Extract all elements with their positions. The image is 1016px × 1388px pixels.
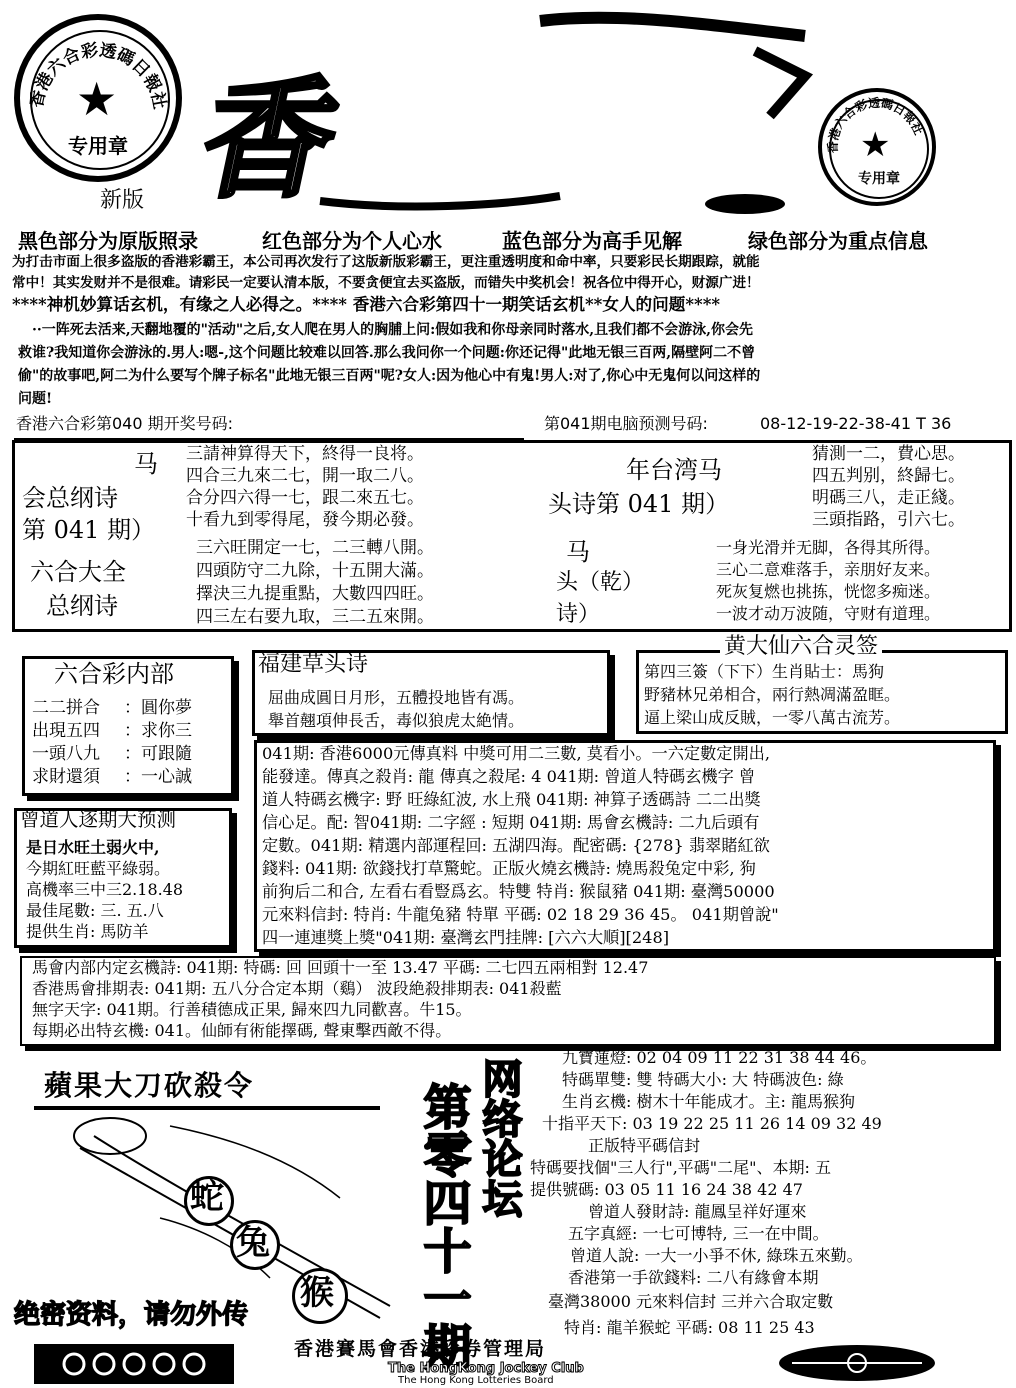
legend-green: 绿色部分为重点信息 (748, 229, 928, 253)
lh-line-1: 三六旺開定一七，二三轉八開。 (196, 538, 434, 558)
lh-line-3: 擇決三九提重點，大數四四旺。 (196, 584, 434, 604)
hz-line-1: 三請神算得天下，終得一良将。 (186, 444, 424, 464)
huang-line-3: 逼上梁山成反賊，一零八萬古流芳。 (644, 708, 901, 727)
seal-right-star-icon: ★ (860, 125, 891, 165)
joke-line-1: ··一阵死去活来,天翻地覆的"活动"之后,女人爬在男人的胸脯上问:假如我和你母亲同时落水,且我们都不会游泳,你会先 (32, 322, 753, 338)
lh-title-2: 总纲诗 (46, 592, 118, 620)
forum-vertical: 网络论坛 (476, 1058, 523, 1218)
main-line-5: 定數。041期: 精選内部運程回: 五湖四海。配密碼: {278} 翡翠賭紅欲 (262, 836, 770, 855)
zeng-line-2: 今期紅旺藍平綠弱。 (26, 859, 171, 878)
mt-title-1: 马 (566, 538, 590, 566)
lh-title-1: 六合大全 (30, 558, 126, 586)
tw-line-2: 四五判别，終歸七。 (812, 466, 965, 486)
zodiac-1: 蛇 (190, 1177, 224, 1217)
huang-line-2: 野豬林兄弟相合，兩行熱凋滿盈眶。 (644, 685, 901, 704)
main-line-9: 四一連連獎上獎"041期: 臺灣玄門挂牌: [六六大順][248] (262, 928, 670, 947)
banner: ****神机妙算话玄机，有缘之人必得之。**** 香港六合彩第四十一期笑话玄机**女人的问题**** (12, 294, 721, 314)
masthead-glyph: 香 (188, 63, 352, 216)
tw-line-4: 三頭指路，引六七。 (812, 510, 965, 530)
seal-right (818, 88, 936, 206)
apple-title: 蘋果大刀砍殺令 (44, 1069, 255, 1102)
huang-title: 黄大仙六合灵签 (720, 636, 882, 658)
notice-line-1: 为打击市面上很多盗版的香港彩霸王，本公司再次发行了这版新版彩霸王，更注重透明度和命中率，只要彩民长期跟踪，就能 (12, 254, 760, 270)
inner-row-2a: 出現五四 (32, 721, 100, 741)
main-line-1: 041期: 香港6000元傳真料 中獎可用二三數, 莫看小。一六定數定開出, (262, 744, 770, 763)
lh-line-2: 四頭防守二九除，十五開大滿。 (196, 561, 434, 581)
masthead-swoosh (300, 6, 820, 216)
inner-row-1b: ：圓你夢 (124, 698, 192, 718)
mt-line-2: 三心二意难落手，亲朋好友来。 (716, 560, 941, 579)
inner-row-3b: ：可跟隨 (124, 744, 192, 764)
fujian-line-1: 屈曲成圓日月形，五體投地皆有馮。 (268, 688, 525, 707)
zodiac-3: 猴 (300, 1273, 334, 1313)
seal-left (14, 14, 182, 182)
forum-line-13: 特肖: 龍羊猴蛇 平碼: 08 11 25 43 (564, 1318, 815, 1337)
footer-logo-left (34, 1344, 234, 1384)
predict-label: 第041期电脑预测号码: (544, 414, 708, 433)
hz-line-4: 十看九到零得尾，發今期必發。 (186, 510, 424, 530)
tw-title-1: 年台湾马 (626, 456, 722, 484)
seal-left-label: 专用章 (68, 134, 128, 158)
forum-line-4: 十指平天下: 03 19 22 25 11 26 14 09 32 49 (542, 1114, 882, 1133)
hz-title-3: 第 041 期） (22, 516, 156, 544)
zeng-line-1: 是日水旺土弱火中, (26, 838, 160, 857)
hz-title-2: 会总纲诗 (22, 484, 118, 512)
joke-line-4: 问题! (18, 391, 53, 407)
inner-row-4a: 求財還須 (32, 767, 100, 787)
forum-line-12: 臺灣38000 元來料信封 三并六合取定數 (548, 1292, 834, 1311)
zeng-title: 曾道人逐期大预测 (20, 808, 177, 831)
mahui-line-3: 無字天字: 041期。行善積德成正果, 歸來四九同歡喜。牛15。 (32, 1000, 472, 1019)
joke-line-2: 救谁?我知道你会游泳的.男人:嗯-,这个问题比较难以回答.那么我问你一个问题:你还记得"此地无银三百两,隔壁阿二不曾 (18, 345, 756, 361)
mahui-line-1: 馬會内部内定玄機詩: 041期: 特碼: 回 回頭十一至 13.47 平碼: 二七四五兩相對 12.47 (32, 958, 649, 977)
tw-line-3: 明碼三八，走正綫。 (812, 488, 965, 508)
tw-title-2: 头诗第 041 期） (548, 490, 730, 518)
mt-line-4: 一波才动万波随，守财有道理。 (716, 604, 941, 623)
footer-en-2: The Hong Kong Lotteries Board (398, 1375, 554, 1386)
forum-line-10: 曾道人說: 一大一小爭不休, 綠珠五來勤。 (570, 1246, 863, 1265)
inner-row-2b: ：求你三 (124, 721, 192, 741)
mt-line-3: 死灰复燃也挑拣，恍惚多痴迷。 (716, 582, 941, 601)
hz-line-2: 四合三九來二七，開一取二八。 (186, 466, 424, 486)
main-line-8: 元來料信封: 特肖: 牛龍兔豬 特單 平碼: 02 18 29 36 45。 041期曾說" (262, 905, 779, 924)
footer-en-1: The HongKong Jockey Club (388, 1361, 584, 1376)
secret-notice: 绝密资料，请勿外传 (14, 1300, 249, 1330)
forum-line-1: 九寶蓮燈: 02 04 09 11 22 31 38 44 46。 (562, 1048, 877, 1067)
main-line-3: 道人特碼玄機字: 野 旺綠紅波, 水上飛 041期: 神算子透碼詩 二二出獎 (262, 790, 761, 809)
sword-illustration (60, 1108, 400, 1328)
fujian-line-2: 舉首翹項伸長舌，毒似狼虎太絶情。 (268, 711, 525, 730)
legend-black: 黑色部分为原版照录 (18, 229, 198, 253)
predict-numbers: 08-12-19-22-38-41 T 36 (760, 414, 952, 433)
huang-line-1: 第四三簽（下下）生肖貼士：馬狗 (644, 662, 885, 681)
main-line-4: 信心足。配: 智041期: 二字經 : 短期 041期: 馬會玄機詩: 二九后頭有 (262, 813, 760, 832)
zodiac-2: 兔 (236, 1223, 270, 1263)
mt-title-2: 头（乾） (556, 570, 645, 595)
inner-title: 六合彩内部 (54, 660, 174, 688)
footer-logo-right (772, 1342, 942, 1384)
tw-line-1: 猜測一二，費心思。 (812, 444, 965, 464)
notice-line-2: 常中！其实发财并不是很难。请彩民一定要认清本版，不要贪便宜去买盗版，而错失中奖机会！祝各位中得开心，财源广进！ (12, 275, 760, 291)
zeng-line-5: 提供生肖: 馬防羊 (26, 922, 149, 941)
forum-line-9: 五字真經: 一七可博特, 三一在中間。 (568, 1224, 829, 1243)
inner-row-3a: 一頭八九 (32, 744, 100, 764)
legend-red: 红色部分为个人心水 (262, 229, 442, 253)
main-line-7: 前狗后二和合, 左看右看豎爲玄。特雙 特肖: 猴鼠豬 041期: 臺灣50000 (262, 882, 775, 901)
footer-cn: 香港賽馬會香港彩券管理局 (294, 1338, 547, 1360)
hz-line-3: 合分四六得一七，跟二來五七。 (186, 488, 424, 508)
forum-line-2: 特碼單雙: 雙 特碼大小: 大 特碼波色: 綠 (562, 1070, 844, 1089)
seal-left-star-icon: ★ (76, 72, 118, 126)
mahui-line-2: 香港馬會排期表: 041期: 五八分合定本期（鷄） 波段絶殺排期表: 041殺藍 (32, 979, 562, 998)
main-line-2: 能發達。傳真之殺肖: 龍 傳真之殺尾: 4 041期: 曾道人特碼玄機字 曾 (262, 767, 756, 786)
mahui-line-4: 每期必出特玄機: 041。仙師有術能擇碼, 聲東擊西敵不得。 (32, 1021, 452, 1040)
seal-right-label: 专用章 (858, 171, 900, 187)
forum-line-11: 香港第一手欲錢料: 二八有緣會本期 (568, 1268, 819, 1287)
lh-line-4: 四三左右要九取，三二五來開。 (196, 607, 434, 627)
main-line-6: 錢料: 041期: 欲錢找打草驚蛇。正版火燒玄機詩: 燒馬殺兔定中彩, 狗 (262, 859, 756, 878)
inner-row-4b: ：一心誠 (124, 767, 192, 787)
mt-title-3: 诗） (556, 602, 601, 627)
fujian-title: 福建草头诗 (258, 652, 369, 677)
zeng-line-3: 高機率三中三2.18.48 (26, 880, 184, 899)
inner-row-1a: 二二拼合 (32, 698, 100, 718)
forum-line-8: 曾道人發財詩: 龍鳳呈祥好運來 (588, 1202, 807, 1221)
forum-line-7: 提供號碼: 03 05 11 16 24 38 42 47 (530, 1180, 803, 1199)
svg-text:香港六合彩透碼日報社: 香港六合彩透碼日報社 (825, 95, 926, 154)
mt-line-1: 一身光滑并无脚，各得其所得。 (716, 538, 941, 557)
zeng-line-4: 最佳尾數: 三. 五.八 (26, 901, 164, 920)
svg-text:香港六合彩透碼日報社: 香港六合彩透碼日報社 (26, 40, 170, 111)
legend-blue: 蓝色部分为高手见解 (502, 229, 682, 253)
period-vertical: 第零四十一期 (415, 1082, 471, 1370)
forum-line-3: 生肖玄機: 樹木十年能成才。主: 龍馬猴狗 (562, 1092, 855, 1111)
edition-label: 新版 (100, 188, 145, 213)
hz-title-1: 马 (134, 450, 158, 478)
joke-line-3: 偷"的故事吧,阿二为什么要写个牌子标名"此地无银三百两"呢?女人:因为他心中有鬼!男人:对了,你心中无鬼何以问这样的 (18, 368, 761, 384)
prev-draw-label: 香港六合彩第040 期开奖号码: (16, 414, 234, 433)
forum-line-6: 特碼要找個"三人行",平碼"二尾"、本期: 五 (530, 1158, 832, 1177)
forum-line-5: 正版特平碼信封 (588, 1136, 701, 1155)
